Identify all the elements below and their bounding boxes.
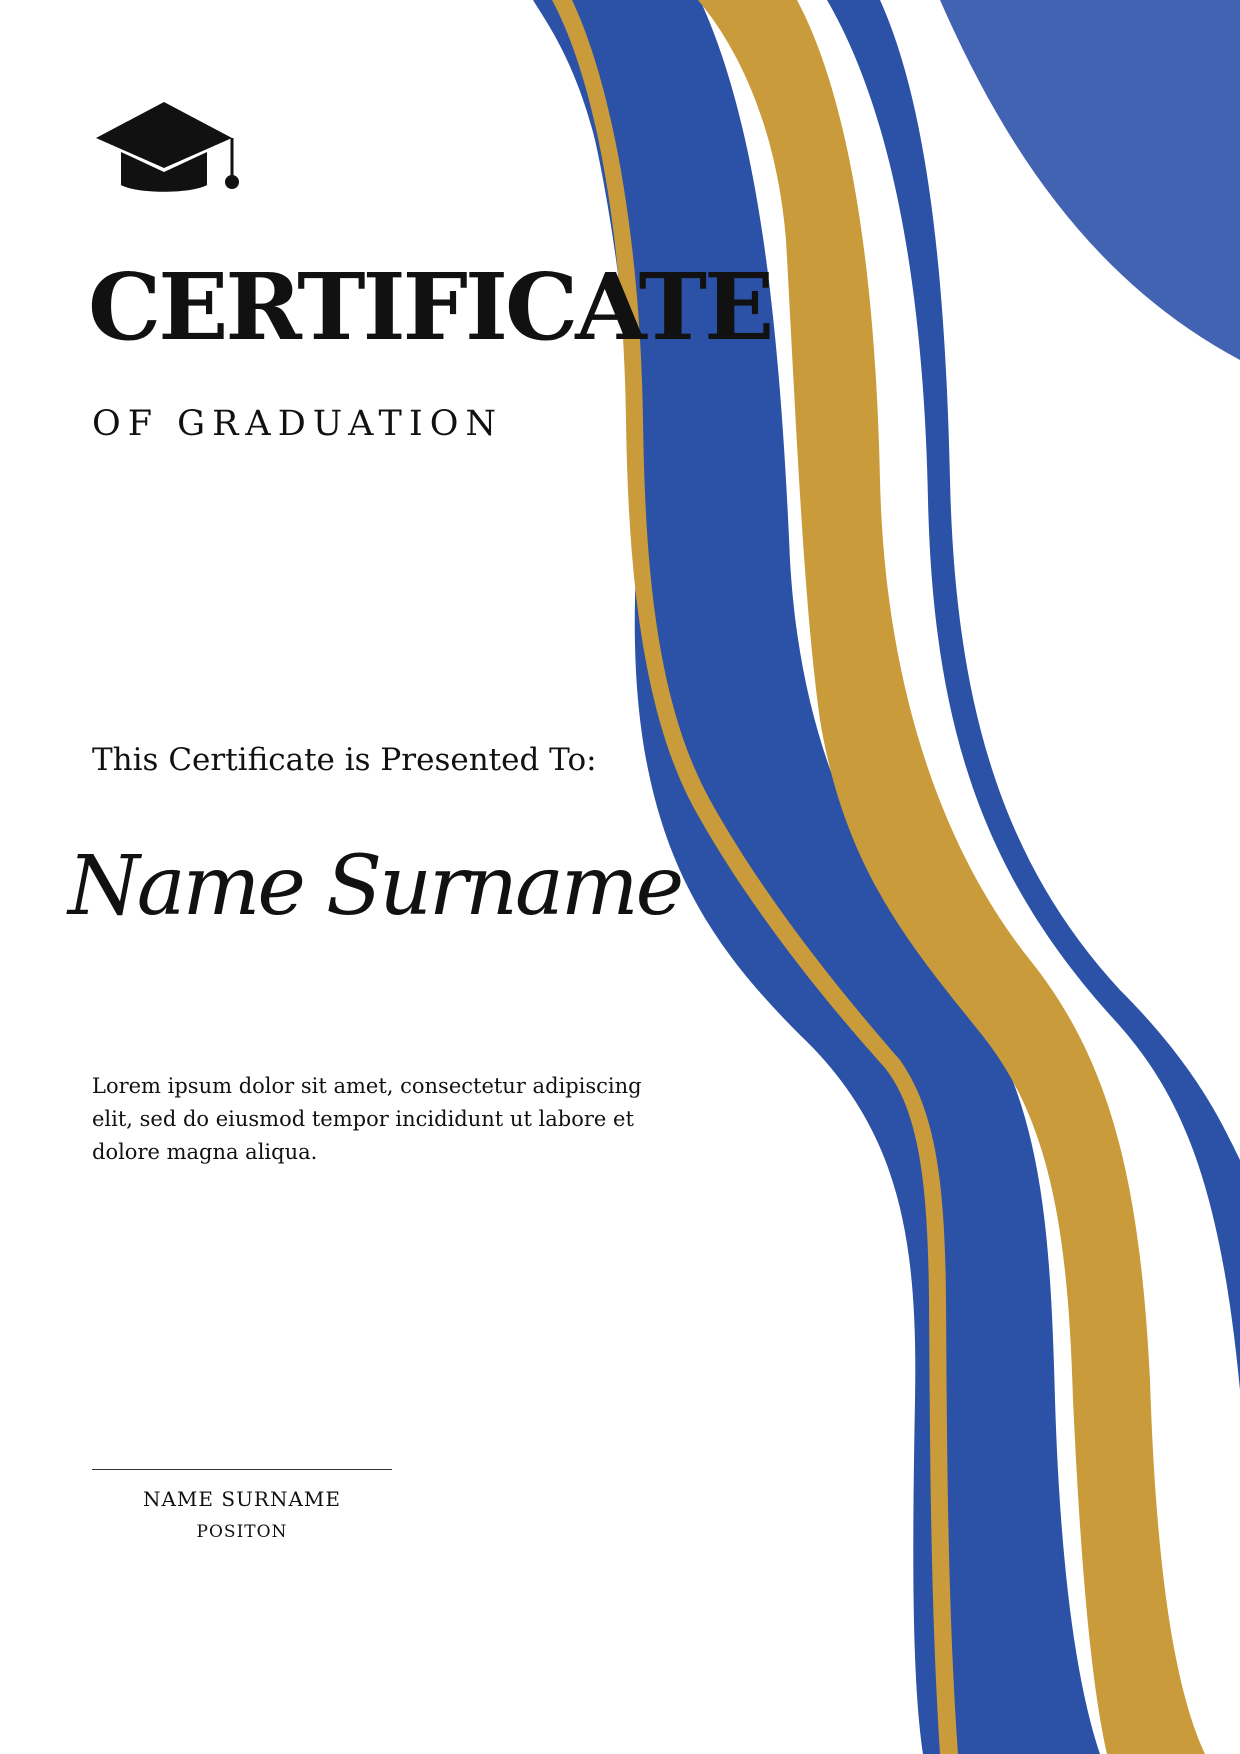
signature-name: NAME SURNAME	[142, 1487, 341, 1511]
signature-line	[92, 1469, 392, 1470]
presented-to-label: This Certificate is Presented To:	[92, 742, 597, 778]
certificate-title: CERTIFICATE	[88, 253, 772, 361]
recipient-name: Name Surname	[68, 839, 682, 934]
certificate-subtitle: OF GRADUATION	[92, 404, 504, 444]
certificate-description: Lorem ipsum dolor sit amet, consectetur adipiscing elit, sed do eiusmod tempor incididunt ut labore et dolore magna aliqua.	[92, 1074, 642, 1164]
signature-position: POSITON	[196, 1522, 288, 1542]
graduation-cap-icon	[96, 102, 242, 194]
